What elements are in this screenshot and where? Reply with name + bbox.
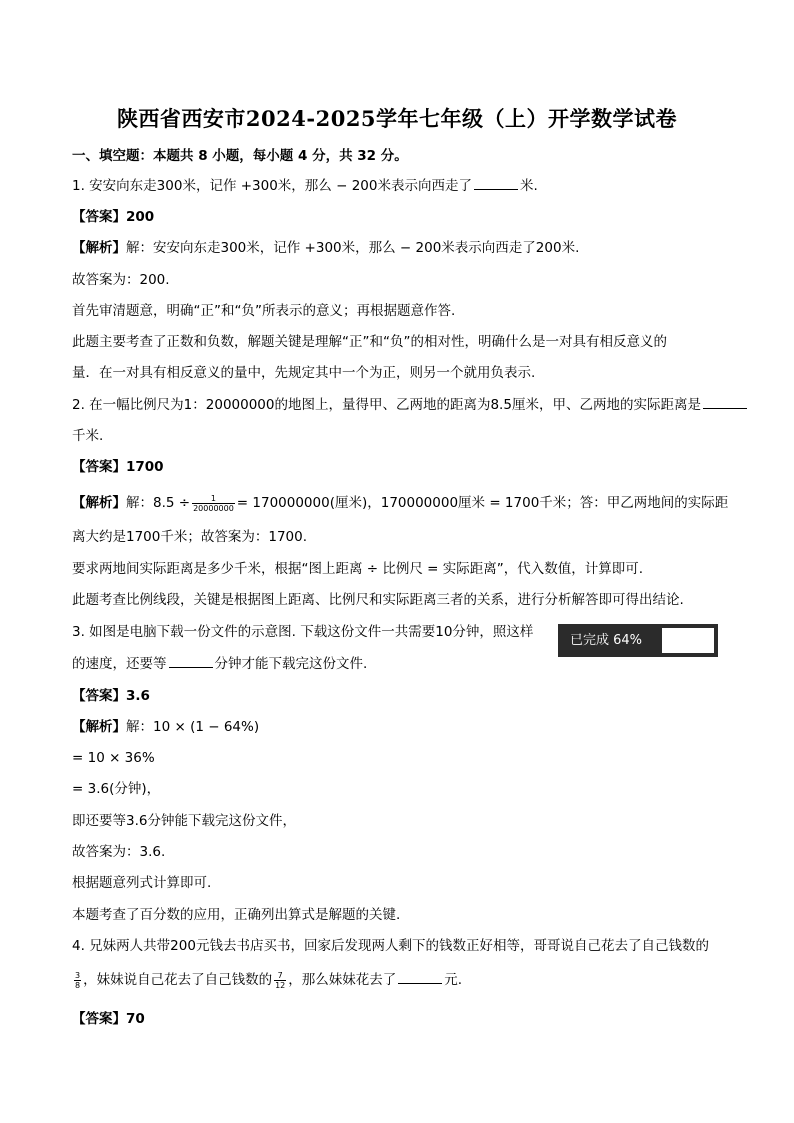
- question-2-note: 要求两地间实际距离是多少千米，根据“图上距离 ÷ 比例尺 = 实际距离”，代入数值，计算即可.: [72, 561, 644, 577]
- question-1-note: 量．在一对具有相反意义的量中，先规定其中一个为正，则另一个就用负表示.: [72, 365, 536, 381]
- fraction: $\frac{1}{20000000}$: [193, 493, 234, 513]
- question-2-analysis: 离大约是1700千米；故答案为：1700.: [72, 529, 308, 545]
- question-3-step: = 3.6(分钟)，: [72, 781, 161, 797]
- section-header: 一、填空题：本题共 8 小题，每小题 4 分，共 32 分。: [72, 148, 408, 164]
- question-4-answer: 【答案】70: [72, 1011, 145, 1027]
- question-4-stem: 4. 兄妹两人共带200元钱去书店买书，回家后发现两人剩下的钱数正好相等，哥哥说自己花去了自己钱数的: [72, 938, 709, 954]
- question-2-stem: 千米.: [72, 428, 104, 444]
- question-3-answer: 【答案】3.6: [72, 688, 150, 704]
- progress-label: 已完成 64%: [570, 633, 643, 648]
- answer-blank: [398, 970, 442, 984]
- question-3-step: 即还要等3.6分钟能下载完这份文件，: [72, 813, 296, 829]
- question-1-note: 首先审清题意，明确“正”和“负”所表示的意义；再根据题意作答.: [72, 303, 456, 319]
- question-2-stem: 2. 在一幅比例尺为1：20000000的地图上，量得甲、乙两地的距离为8.5厘米，甲、乙两地的实际距离是: [72, 395, 749, 415]
- question-3-note: 本题考查了百分数的应用，正确列出算式是解题的关键.: [72, 907, 401, 923]
- question-2-note: 此题考查比例线段，关键是根据图上距离、比例尺和实际距离三者的关系，进行分析解答即可得出结论.: [72, 592, 684, 608]
- fraction: $\frac{3}{8}$: [75, 970, 81, 990]
- question-1-conclusion: 故答案为：200.: [72, 272, 170, 288]
- answer-blank: [474, 176, 518, 190]
- question-1-note: 此题主要考查了正数和负数，解题关键是理解“正”和“负”的相对性，明确什么是一对具有相反意义的: [72, 334, 667, 350]
- question-3-conclusion: 故答案为：3.6.: [72, 844, 166, 860]
- question-1-analysis: 【解析】解：安安向东走300米，记作 +300米，那么 − 200米表示向西走了200米.: [72, 240, 580, 256]
- question-3-note: 根据题意列式计算即可.: [72, 875, 212, 891]
- question-3-stem: 3. 如图是电脑下载一份文件的示意图. 下载这份文件一共需要10分钟，照这样: [72, 624, 534, 640]
- answer-blank: [169, 654, 213, 668]
- answer-blank: [703, 395, 747, 409]
- question-3-step: = 10 × 36%: [72, 750, 155, 766]
- question-2-analysis: 【解析】解：8.5 ÷ $\frac{1}{20000000}$ = 170000000(厘米)，170000000厘米 = 1700千米；答：甲乙两地间的实际距: [72, 493, 729, 513]
- question-1-answer: 【答案】200: [72, 209, 155, 225]
- fraction: $\frac{7}{12}$: [275, 970, 286, 990]
- question-4-stem: $\frac{3}{8}$ ，妹妹说自己花去了自己钱数的 $\frac{7}{12}$ ，那么妹妹花去了 元.: [75, 970, 463, 990]
- page-title: 陕西省西安市2024-2025学年七年级（上）开学数学试卷: [116, 106, 678, 131]
- download-progress-bar: [558, 624, 718, 657]
- question-3-stem: 的速度，还要等 分钟才能下载完这份文件.: [72, 656, 368, 672]
- question-1-stem: 1. 安安向东走300米，记作 +300米，那么 − 200米表示向西走了 米.: [72, 178, 538, 194]
- question-3-analysis: 【解析】解：10 × (1 − 64%): [72, 719, 260, 735]
- question-2-answer: 【答案】1700: [72, 459, 164, 475]
- progress-remaining: [662, 628, 714, 653]
